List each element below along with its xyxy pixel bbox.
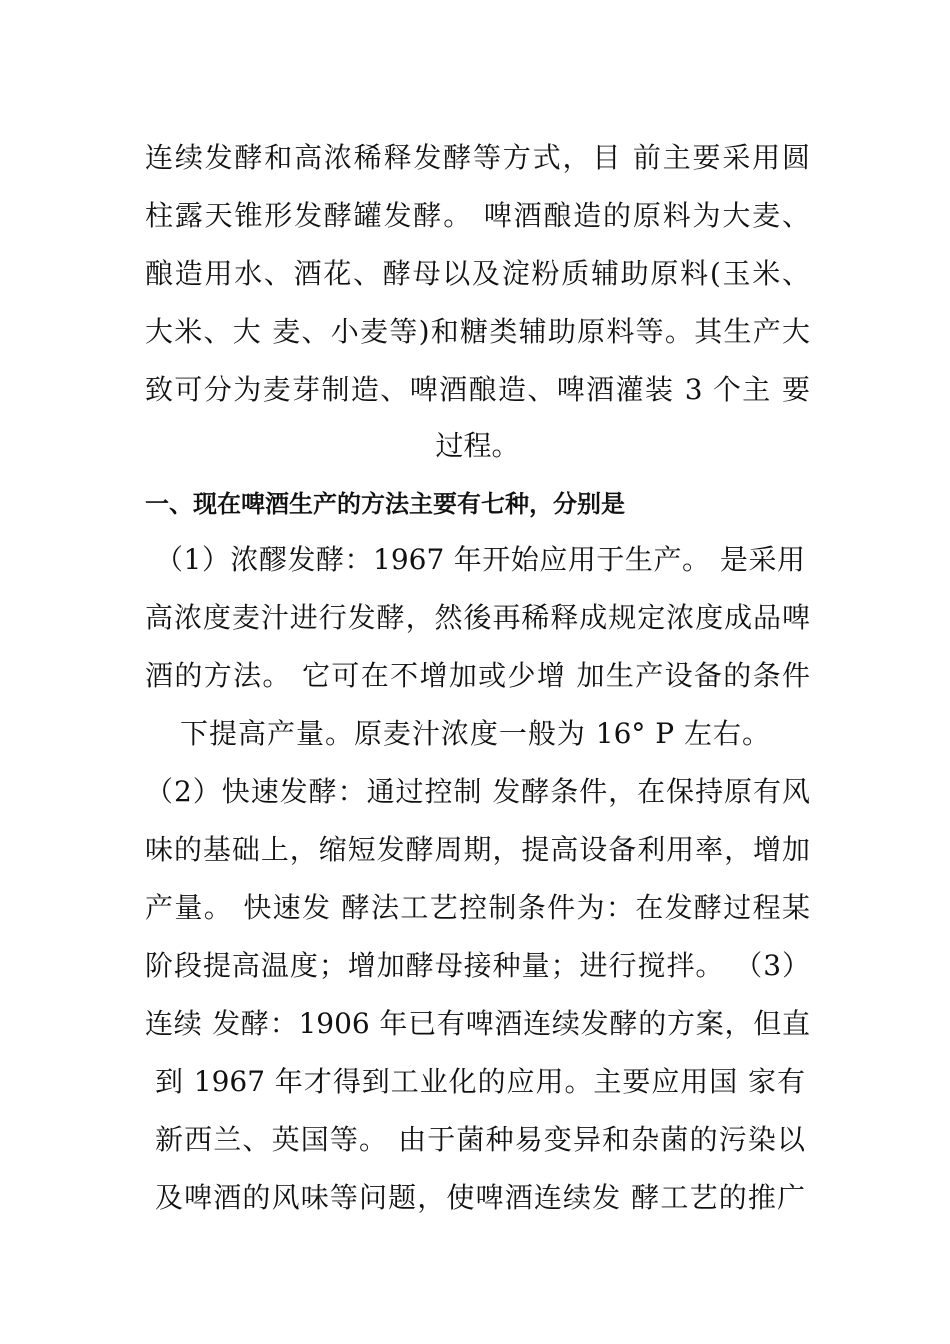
text-line: 下提高产量。原麦汁浓度一般为 16° P 左右。 <box>180 717 770 750</box>
text-line: 阶段提高温度；增加酵母接种量；进行搅拌。 （3） <box>145 949 810 982</box>
text-line: 大米、大 麦、小麦等)和糖类辅助原料等。其生产大 <box>145 315 810 348</box>
text-line: 高浓度麦汁进行发酵，然後再稀释成规定浓度成品啤 <box>145 601 810 634</box>
text-line: 致可分为麦芽制造、啤酒酿造、啤酒灌装 3 个主 要 <box>145 373 810 406</box>
text-line: 柱露天锥形发酵罐发酵。 啤酒酿造的原料为大麦、 <box>145 199 810 232</box>
text-line-last: 过程。 <box>435 429 520 462</box>
text-line: 味的基础上，缩短发酵周期，提高设备利用率，增加 <box>145 833 810 866</box>
text-line: 酒的方法。 它可在不增加或少增 加生产设备的条件 <box>145 659 810 692</box>
text-line: （1）浓醪发酵：1967 年开始应用于生产。 是采用 <box>155 543 805 576</box>
text-line: 酿造用水、酒花、酵母以及淀粉质辅助原料(玉米、 <box>145 257 810 290</box>
text-line: 连续 发酵：1906 年已有啤酒连续发酵的方案，但直 <box>145 1007 810 1040</box>
text-line: 连续发酵和高浓稀释发酵等方式，目 前主要采用圆 <box>145 141 810 174</box>
text-line: （2）快速发酵：通过控制 发酵条件，在保持原有风 <box>145 775 810 808</box>
text-line: 新西兰、英国等。 由于菌种易变异和杂菌的污染以 <box>155 1123 805 1156</box>
section-heading: 一、现在啤酒生产的方法主要有七种，分别是 <box>145 490 625 518</box>
text-line: 产量。 快速发 酵法工艺控制条件为：在发酵过程某 <box>145 891 810 924</box>
text-line: 到 1967 年才得到工业化的应用。主要应用国 家有 <box>155 1065 805 1098</box>
text-line: 及啤酒的风味等问题，使啤酒连续发 酵工艺的推广 <box>155 1181 805 1214</box>
